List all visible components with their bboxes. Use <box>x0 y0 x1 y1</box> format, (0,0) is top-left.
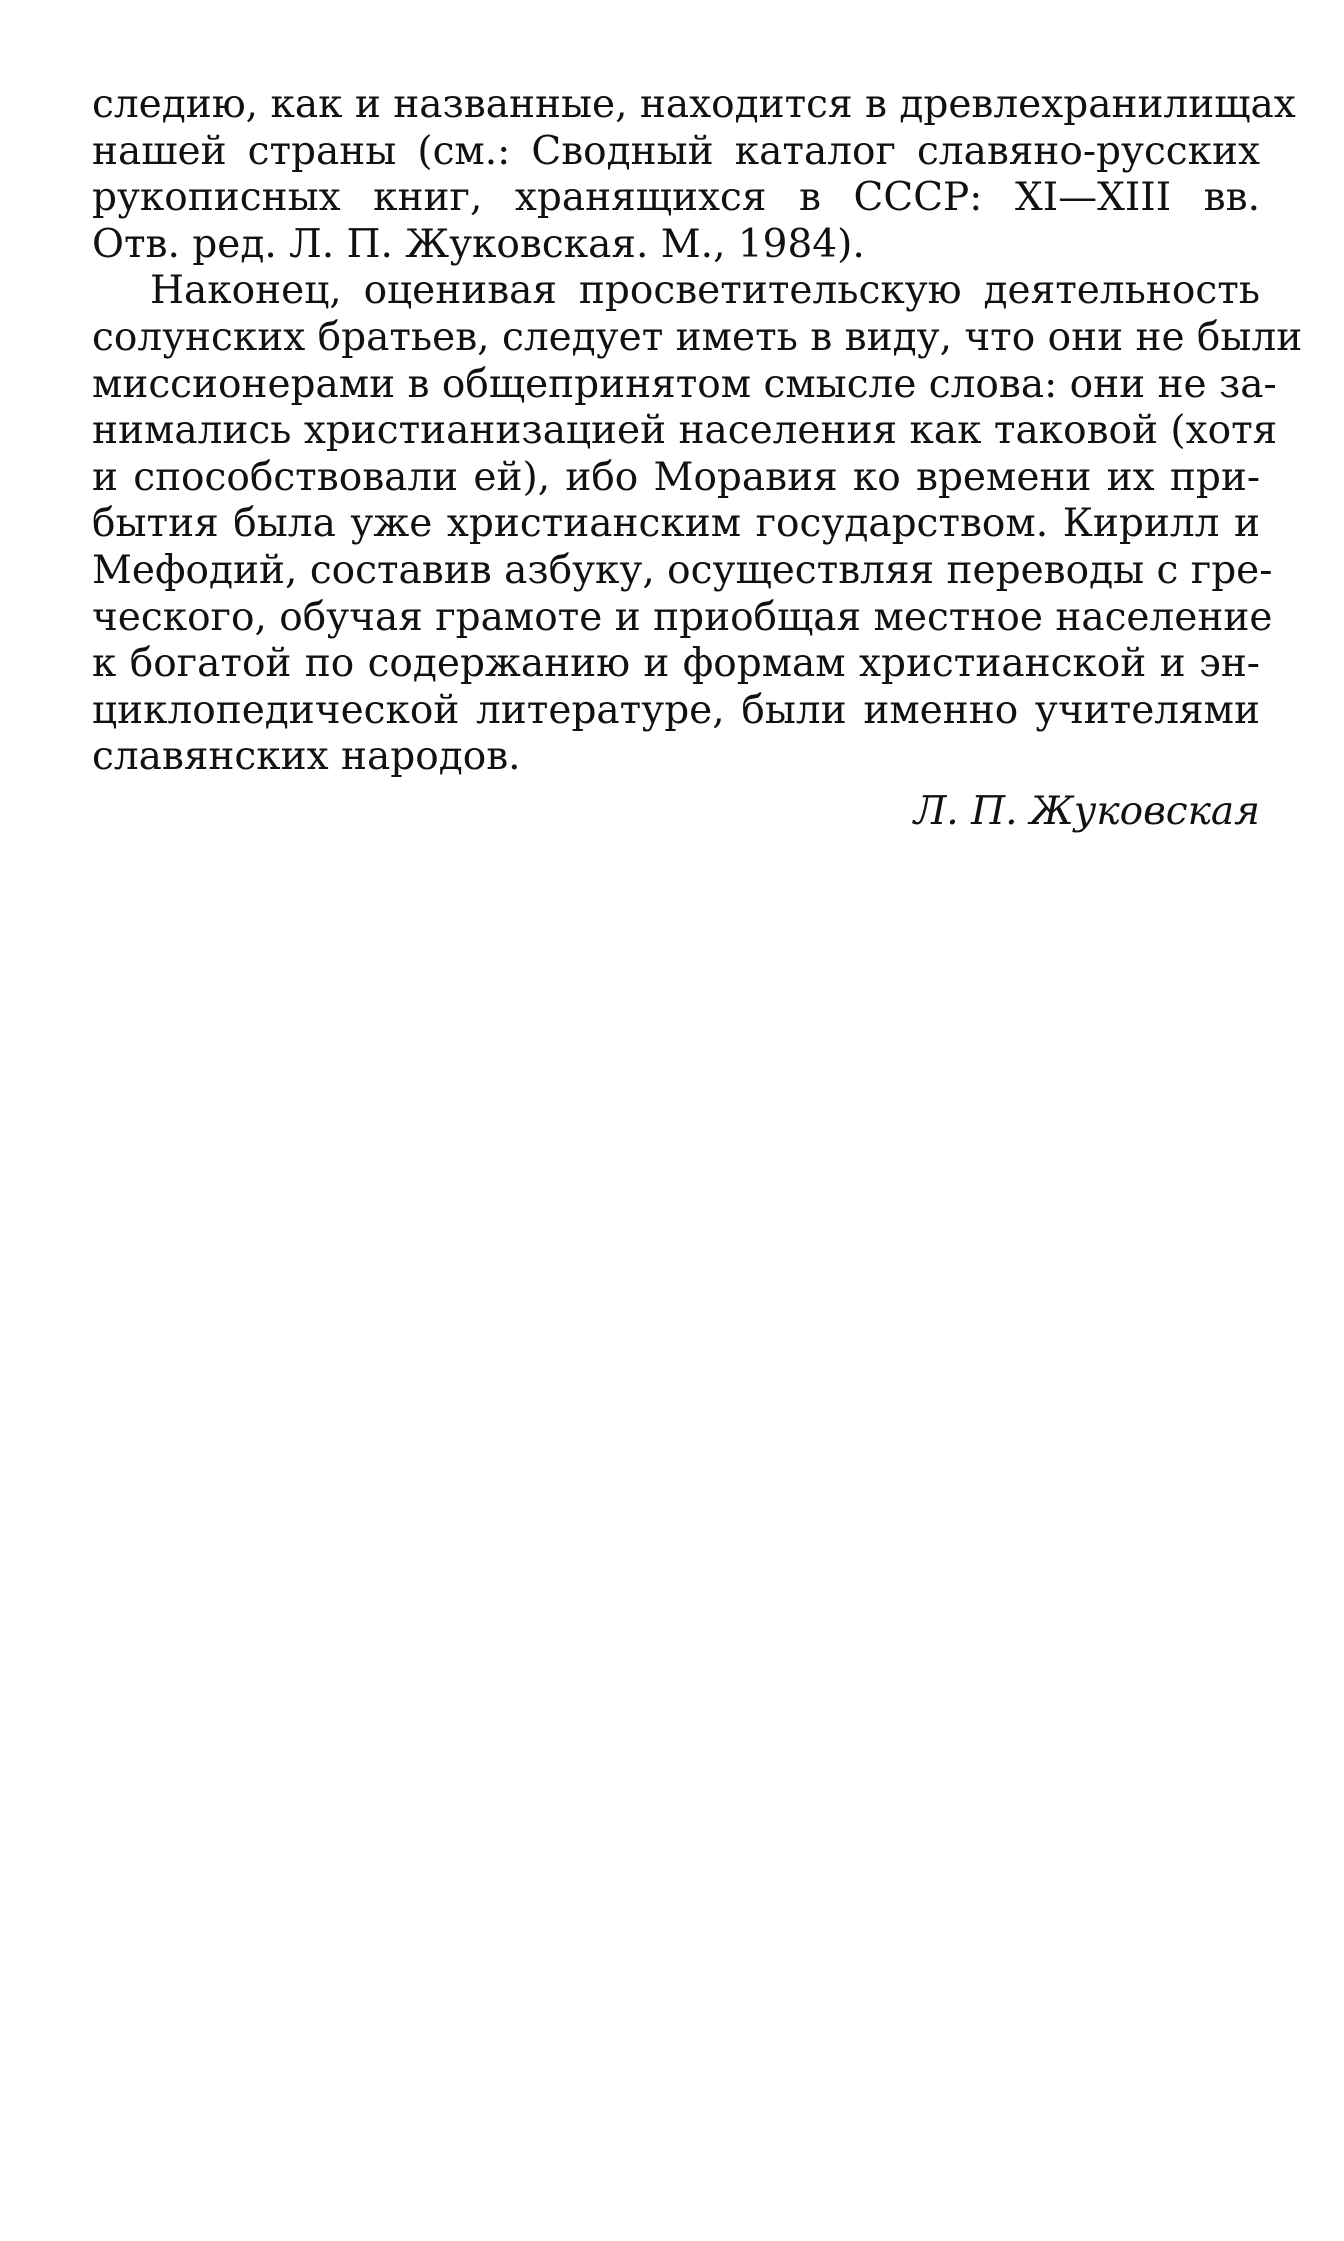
text-line: солунских братьев, следует иметь в виду, что они не были <box>92 314 1303 360</box>
text-line: Отв. ред. Л. П. Жуковская. М., 1984). <box>92 221 865 267</box>
text-line: нашей страны (см.: Сводный каталог славяно-русских <box>92 128 1260 174</box>
text-line: нимались христианизацией населения как таковой (хотя <box>92 408 1278 454</box>
text-line: славянских народов. <box>92 734 521 780</box>
paragraph-2 <box>92 268 1303 781</box>
text-line: бытия была уже христианским государством. Кирилл и <box>92 501 1260 547</box>
text-line: ческого, обучая грамоте и приобщая местное население <box>92 594 1273 640</box>
text-line: и способствовали ей), ибо Моравия ко времени их при- <box>92 454 1260 500</box>
text-line: циклопедической литературе, были именно учителями <box>92 687 1260 733</box>
document-page <box>92 82 1303 836</box>
text-line: миссионерами в общепринятом смысле слова: они не за- <box>92 361 1277 407</box>
text-line: следию, как и названные, находится в древлехранилищах <box>92 82 1296 127</box>
author-signature: Л. П. Жуковская <box>913 788 1260 834</box>
text-line: Наконец, оценивая просветительскую деятельность <box>150 268 1260 314</box>
text-line: к богатой по содержанию и формам христианской и эн- <box>92 641 1260 687</box>
text-line: рукописных книг, хранящихся в СССР: XI—XIII вв. <box>92 175 1260 221</box>
text-line: Мефодий, составив азбуку, осуществляя переводы с гре- <box>92 547 1273 593</box>
paragraph-1 <box>92 82 1296 268</box>
